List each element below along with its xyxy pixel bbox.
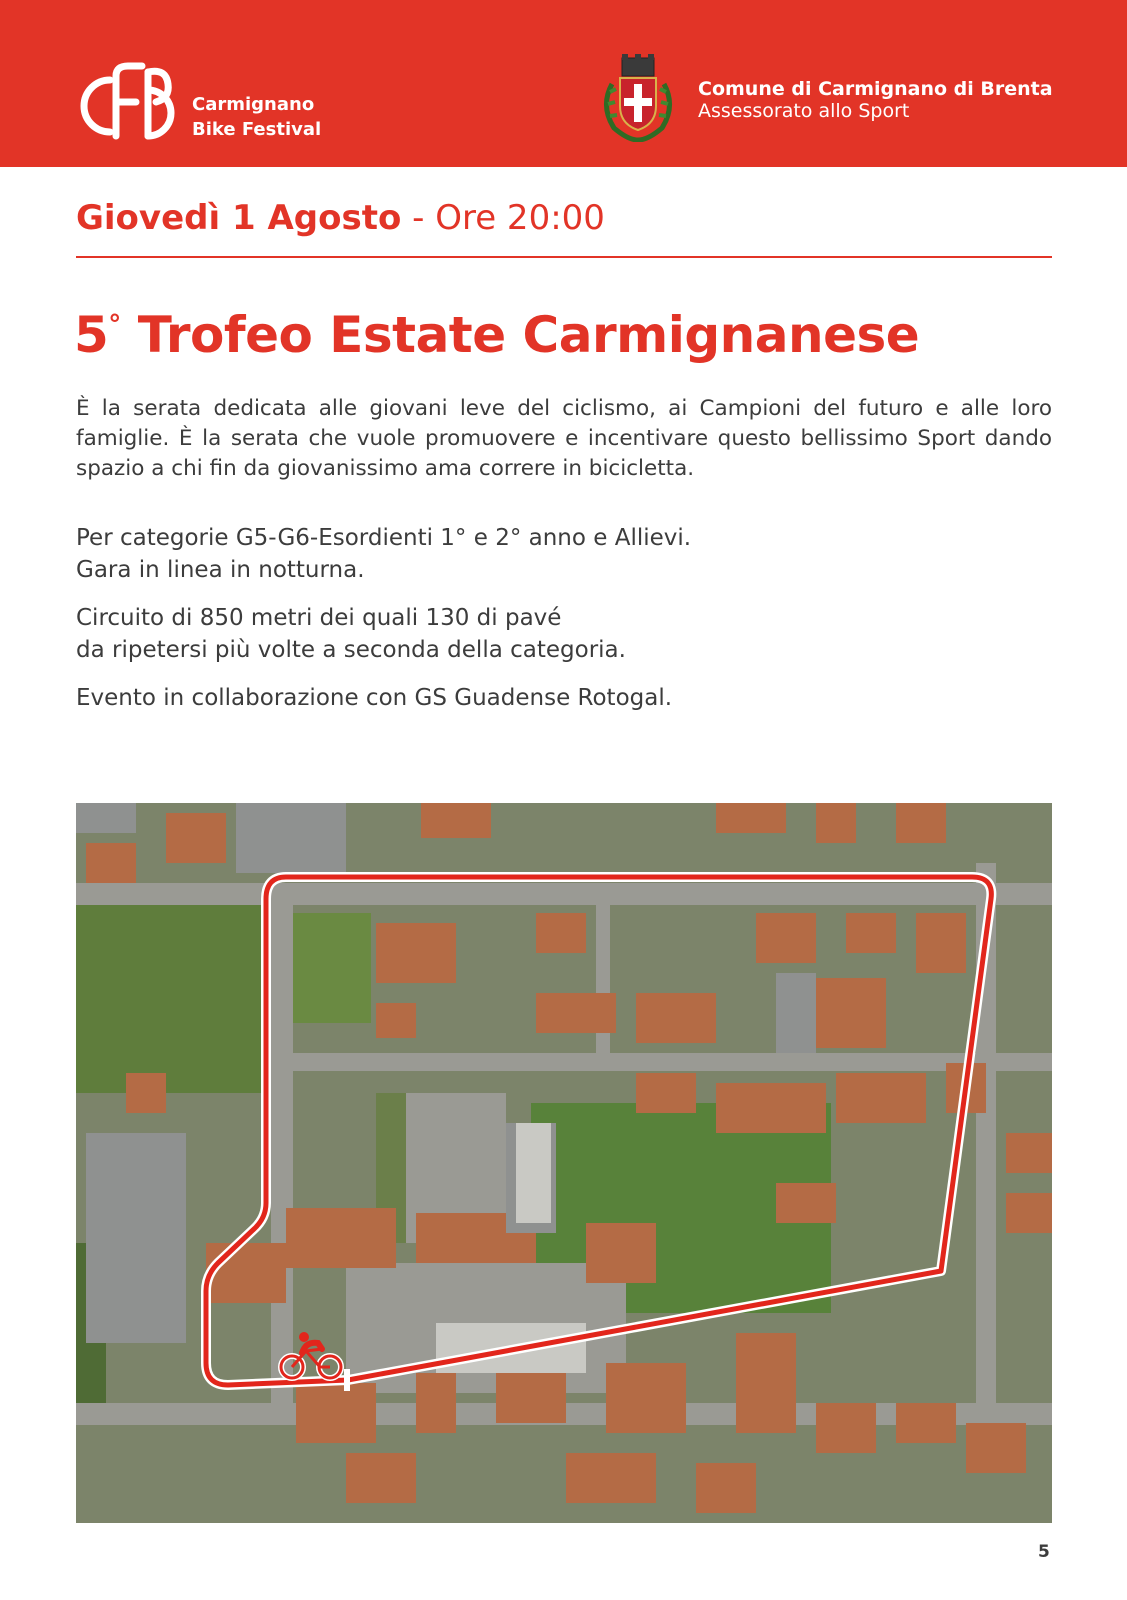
comune-block (698, 78, 1053, 122)
detail-line: Gara in linea in notturna. (76, 557, 365, 583)
aerial-map (76, 803, 1052, 1523)
logo-line-2: Bike Festival (192, 119, 322, 140)
event-date: Giovedì 1 Agosto (76, 198, 402, 238)
comune-crest-icon (598, 54, 678, 142)
comune-department: Assessorato allo Sport (698, 100, 910, 122)
divider (76, 256, 1052, 258)
title-number: 5 (74, 306, 109, 364)
bike-festival-logo-icon (76, 58, 188, 144)
details-circuit (76, 602, 1052, 666)
intro-paragraph: È la serata dedicata alle giovani leve del ciclismo, ai Campioni del futuro e alle loro famiglie. È la serata che vuole promuovere e incentivare questo bellissimo Sport dando spazio a chi fin da giovanissimo ama correre in bicicletta. (76, 396, 1052, 481)
circuit-map (76, 803, 1052, 1523)
details-collaboration (76, 682, 1052, 714)
page-number: 5 (1038, 1542, 1050, 1562)
logo-line-1: Carmignano (192, 94, 315, 115)
detail-line: Circuito di 850 metri dei quali 130 di pavé (76, 605, 562, 631)
title-text: Trofeo Estate Carmignanese (120, 306, 920, 364)
event-time: - Ore 20:00 (401, 198, 605, 238)
logo-text (192, 92, 321, 142)
header-banner (0, 0, 1127, 167)
event-date-line (76, 198, 605, 238)
details-categories (76, 522, 1052, 586)
page-title (74, 306, 919, 364)
detail-line: da ripetersi più volte a seconda della categoria. (76, 637, 626, 663)
detail-line: Per categorie G5-G6-Esordienti 1° e 2° anno e Allievi. (76, 525, 692, 551)
detail-line: Evento in collaborazione con GS Guadense Rotogal. (76, 685, 673, 711)
title-degree: ° (108, 310, 121, 340)
comune-name: Comune di Carmignano di Brenta (698, 78, 1053, 100)
